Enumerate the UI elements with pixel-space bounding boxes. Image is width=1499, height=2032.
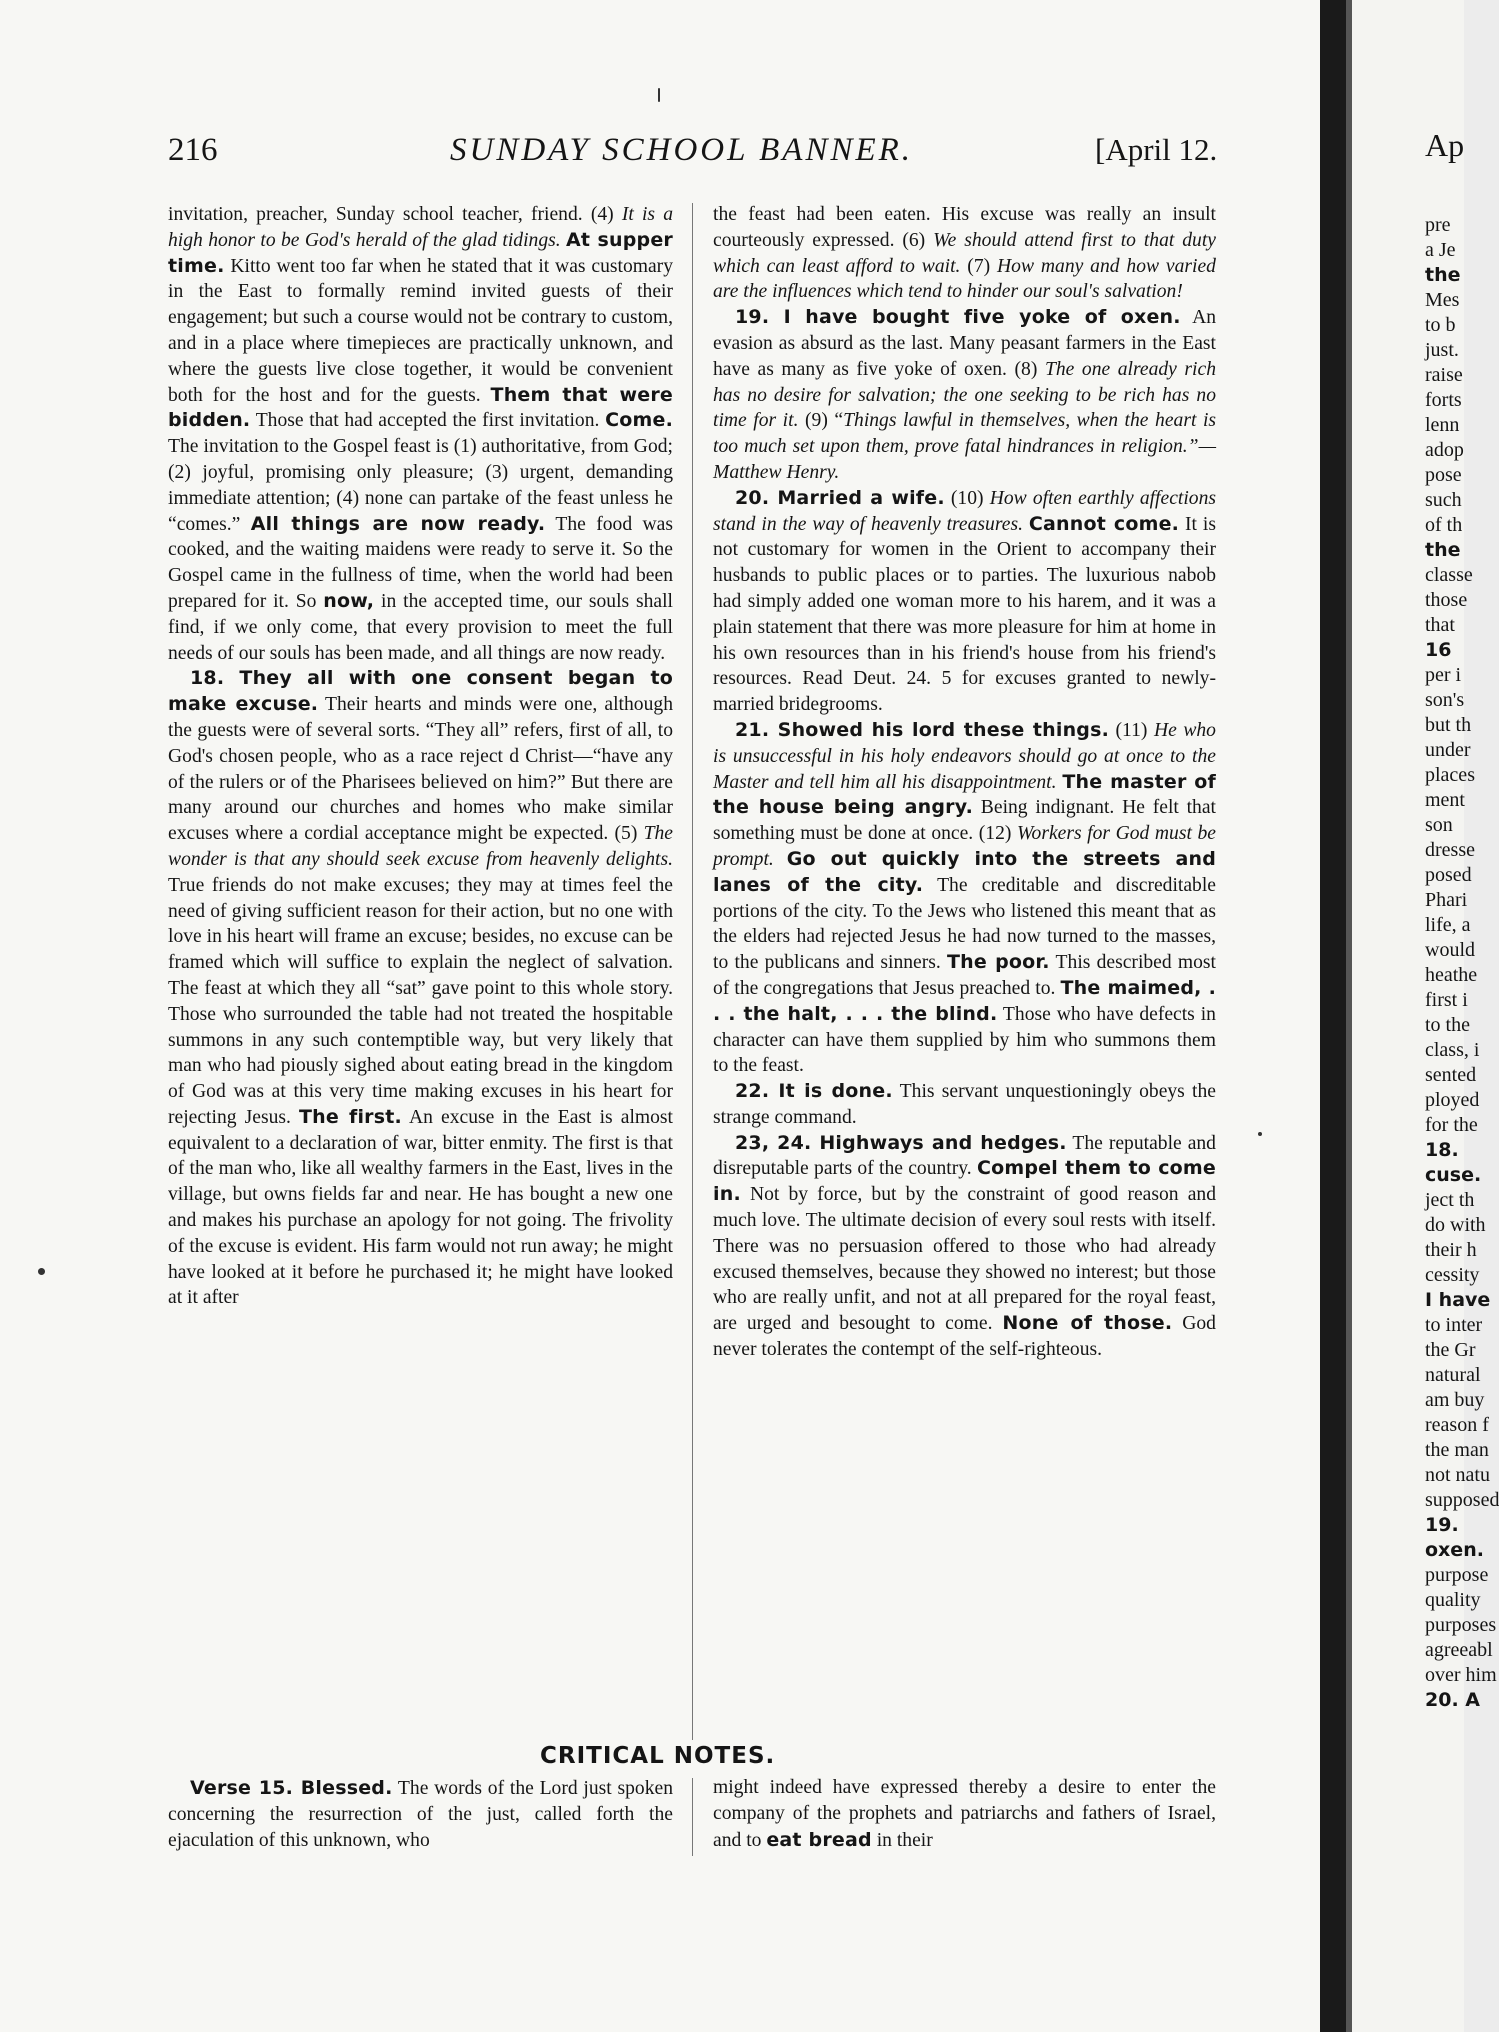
next-page-fragment: Phari	[1425, 889, 1468, 911]
paragraph: 22. It is done. This servant unquestioningly obeys the strange command.	[713, 1080, 1216, 1128]
next-page-fragment: raise	[1425, 364, 1463, 386]
next-page-fragment: to b	[1425, 314, 1456, 336]
bold-run: Come.	[605, 409, 673, 432]
next-page-fragment: the man	[1425, 1439, 1489, 1461]
next-page-fragment: but th	[1425, 714, 1472, 736]
next-page-fragment: cessity	[1425, 1264, 1480, 1286]
next-page-fragment: the	[1425, 264, 1461, 286]
next-page-fragment: do with	[1425, 1214, 1486, 1236]
paragraph: 18. They all with one consent began to make excuse. Their hearts and minds were one, although the guests were of several sorts. “They all” refers, first of all, to God's chosen people, who as a race reject d Christ—“have any of the rulers or of the Pharisees believed on him?” But there are many around our churches and homes who make similar excuses where a cordial acceptance might be expected. (5) The wonder is that any should seek excuse from heavenly delights. True friends do not make excuses; they may at times feel the need of giving sufficient reason for their action, but no one with love in his heart will frame an excuse; besides, no excuse can be framed which will suffice to explain the neglect of salvation. The feast at which they all “sat” gave point to this whole story. Those who surrounded the table had not treated the hospitable summons in any such contemptible way, but very likely that man who had piously sighed about eating bread in the kingdom of God was at this very time making excuses in his heart for rejecting Jesus. The first. An excuse in the East is almost equivalent to a declaration of war, bitter enmity. The first is that of the man who, like all wealthy farmers in the East, lives in the village, but owns fields far and near. He has bought a new one and makes his purchase an apology for not going. The frivolity of the excuse is evident. His farm would not run away; he might have looked at it before he purchased it; he might have looked at it after	[168, 667, 674, 1309]
ink-speck	[658, 88, 660, 102]
bold-run: The first.	[299, 1105, 402, 1128]
bold-run: At supper time.	[168, 228, 673, 277]
next-page-fragment: 18.	[1425, 1139, 1459, 1161]
next-page-fragment: supposed	[1425, 1489, 1499, 1511]
critical-notes-heading: CRITICAL NOTES.	[540, 1743, 776, 1769]
italic-run: How many and how varied are the influences which tend to hinder our soul's salvation!	[713, 255, 1216, 303]
next-page-fragment: 20. A	[1425, 1689, 1480, 1711]
binding-gutter	[1320, 0, 1346, 2032]
bold-run: 18. They all with one consent began to make excuse.	[168, 667, 673, 716]
italic-run: He who is unsuccessful in his holy endeavors should go at once to the Master and tell him all his disappointment.	[713, 719, 1216, 793]
next-page-fragment: to the	[1425, 1014, 1470, 1036]
next-page-fragment: forts	[1425, 389, 1462, 411]
page-date: [April 12.	[1095, 132, 1218, 167]
bold-run: Verse 15. Blessed.	[190, 1777, 393, 1799]
next-page-fragment: reason f	[1425, 1414, 1489, 1436]
next-page-fragment: classe	[1425, 564, 1473, 586]
next-page-fragment: son's	[1425, 689, 1465, 711]
next-page-fragment: son	[1425, 814, 1453, 836]
bold-run: now,	[323, 589, 375, 612]
next-page-fragment: would	[1425, 939, 1475, 961]
next-page-fragment: that	[1425, 614, 1455, 636]
bold-run: Go out quickly into the streets and lanes of the city.	[713, 847, 1216, 896]
column-rule	[692, 203, 693, 1740]
italic-run: Workers for God must be prompt.	[713, 823, 1216, 870]
next-page-fragment: Mes	[1425, 289, 1460, 311]
bold-run: Cannot come.	[1028, 512, 1180, 535]
ink-speck	[38, 1268, 45, 1275]
next-page-fragment: cuse.	[1425, 1164, 1482, 1186]
next-page-fragment: over him	[1425, 1664, 1497, 1686]
next-page-fragment: ment	[1425, 789, 1465, 811]
paragraph: the feast had been eaten. His excuse was really an insult courteously expressed. (6) We should attend first to that duty which can least afford to wait. (7) How many and how varied are the influences which tend to hinder our soul's salvation!	[713, 204, 1216, 303]
next-page-fragment: pre	[1425, 214, 1451, 236]
paragraph: 20. Married a wife. (10) How often earthly affections stand in the way of heavenly treasures. Cannot come. It is not customary for women in the Orient to accompany their husbands to public places or to parties. The luxurious nabob had simply added one woman more to his harem, and it was a plain statement that there was more pleasure for him at home in his own resources than in his friend's house from his friend's resources. Read Deut. 24. 5 for excuses granted to newly-married bridegrooms.	[713, 486, 1217, 716]
italic-run: How often earthly affections stand in the way of heavenly treasures.	[713, 487, 1217, 535]
column-rule	[692, 1778, 693, 1856]
next-page-fragment: Ap	[1425, 127, 1465, 163]
next-page-fragment: posed	[1425, 864, 1472, 886]
next-page-fragment: ject th	[1425, 1189, 1475, 1211]
next-page-fragment: heathe	[1425, 964, 1478, 986]
next-page-fragment: adop	[1425, 439, 1464, 461]
next-page-fragment: those	[1425, 589, 1468, 611]
italic-run: Things lawful in themselves, when the heart is too much set upon them, prove fatal hindrances in religion.”—Matthew Henry.	[713, 410, 1217, 483]
next-page-fragment: oxen.	[1425, 1539, 1484, 1561]
bold-run: 22. It is done.	[735, 1080, 893, 1103]
bold-run: 20. Married a wife.	[735, 486, 945, 509]
italic-run: It is a high honor to be God's herald of the glad tidings.	[168, 204, 673, 251]
next-page-fragment: not natu	[1425, 1464, 1490, 1486]
next-page-fragment: ployed	[1425, 1089, 1480, 1111]
next-page-fragment: life, a	[1425, 914, 1471, 936]
next-page-fragment: for the	[1425, 1114, 1478, 1136]
paragraph: 19. I have bought five yoke of oxen. An evasion as absurd as the last. Many peasant farmers in the East have as many as five yoke of oxen. (8) The one already rich has no desire for salvation; the one seeking to be rich has no time for it. (9) “Things lawful in themselves, when the heart is too much set upon them, prove fatal hindrances in religion.”—Matthew Henry.	[713, 306, 1217, 483]
next-page-fragment: class, i	[1425, 1039, 1480, 1061]
next-page-fragment: agreeabl	[1425, 1639, 1493, 1661]
page-number: 216	[168, 132, 218, 168]
next-page-fragment: purpose	[1425, 1564, 1489, 1586]
bold-run: All things are now ready.	[250, 512, 546, 535]
next-page-fragment: their h	[1425, 1239, 1477, 1261]
next-page-fragment: places	[1425, 764, 1475, 786]
next-page-fragment: am buy	[1425, 1389, 1485, 1411]
italic-run: We should attend first to that duty which can least afford to wait.	[713, 229, 1216, 277]
italic-run: The one already rich has no desire for salvation; the one seeking to be rich has no time for it.	[713, 358, 1216, 432]
next-page-fragment: of th	[1425, 514, 1463, 536]
bold-run: The master of the house being angry.	[713, 770, 1216, 819]
ink-speck	[1258, 1132, 1262, 1136]
next-page-fragment: to inter	[1425, 1314, 1483, 1336]
right-column	[713, 202, 1216, 1363]
next-page-fragment: I have	[1425, 1289, 1491, 1311]
paragraph: invitation, preacher, Sunday school teacher, friend. (4) It is a high honor to be God's herald of the glad tidings. At supper time. Kitto went too far when he stated that it was customary in the East to formally remind invited guests of their engagement; but such a course would not be contrary to custom, and in a place where timepieces are practically unknown, and where the guests live close together, it would be convenient both for the host and for the guests. Them that were bidden. Those that had accepted the first invitation. Come. The invitation to the Gospel feast is (1) authoritative, from God; (2) joyful, promising only pleasure; (3) urgent, demanding immediate attention; (4) none can partake of the feast unless he “comes.” All things are now ready. The food was cooked, and the waiting maidens were ready to serve it. So the Gospel came in the fullness of time, when the world had been prepared for it. So now, in the accepted time, our souls shall find, if we only come, that every provision to meet the full needs of our souls has been made, and all things are now ready.	[168, 204, 674, 664]
paragraph: 23, 24. Highways and hedges. The reputable and disreputable parts of the country. Compel them to come in. Not by force, but by the constraint of good reason and much love. The ultimate decision of every soul rests with itself. There was no persuasion offered to those who had already excused themselves, because they showed no interest; but those who are really unfit, and not at all prepared for the royal feast, are urged and besought to come. None of those. God never tolerates the contempt of the self-righteous.	[713, 1131, 1216, 1361]
next-page-fragment: quality	[1425, 1589, 1481, 1611]
bold-run: Compel them to come in.	[713, 1157, 1216, 1206]
italic-run: The wonder is that any should seek excuse from heavenly delights.	[168, 823, 673, 870]
next-page-fragment: a Je	[1425, 239, 1456, 261]
next-page-fragment: the	[1425, 539, 1461, 561]
next-page-fragment: 16	[1425, 639, 1452, 661]
next-page-fragment: purposes	[1425, 1614, 1497, 1636]
bold-run: 23, 24. Highways and hedges.	[735, 1131, 1067, 1154]
running-title: SUNDAY SCHOOL BANNER.	[450, 132, 914, 168]
next-page-fragment: under	[1425, 739, 1471, 761]
bold-run: The maimed, . . . the halt, . . . the blind.	[713, 976, 1216, 1025]
next-page-fragment: such	[1425, 489, 1462, 511]
critical-note-right: might indeed have expressed thereby a desire to enter the company of the prophets and patriarchs and fathers of Israel, and to eat bread in their	[713, 1777, 1216, 1851]
next-page-fragment: natural	[1425, 1364, 1481, 1386]
next-page-fragment: the Gr	[1425, 1339, 1476, 1361]
bold-run: 19. I have bought five yoke of oxen.	[735, 306, 1181, 329]
next-page-fragment: dresse	[1425, 839, 1475, 861]
next-page-fragment: 19.	[1425, 1514, 1459, 1536]
next-page-fragment: first i	[1425, 989, 1468, 1011]
next-page-fragment: pose	[1425, 464, 1462, 486]
bold-run: Them that were bidden.	[168, 383, 673, 432]
next-page-fragment: just.	[1425, 339, 1459, 361]
bold-run: None of those.	[1002, 1312, 1173, 1335]
next-page-fragment: lenn	[1425, 414, 1460, 436]
critical-note-left: Verse 15. Blessed. The words of the Lord just spoken concerning the resurrection of the just, called forth the ejaculation of this unknown, who	[168, 1777, 673, 1851]
bold-run: 21. Showed his lord these things.	[735, 718, 1110, 741]
next-page-fragment: sented	[1425, 1064, 1477, 1086]
bold-run: eat bread	[766, 1829, 872, 1851]
left-column	[168, 202, 673, 1311]
next-page-fragment: per i	[1425, 664, 1462, 686]
bold-run: The poor.	[947, 951, 1050, 974]
paragraph: 21. Showed his lord these things. (11) He who is unsuccessful in his holy endeavors should go at once to the Master and tell him all his disappointment. The master of the house being angry. Being indignant. He felt that something must be done at once. (12) Workers for God must be prompt. Go out quickly into the streets and lanes of the city. The creditable and discreditable portions of the city. To the Jews who listened this meant that as the elders had rejected Jesus he had now turned to the masses, to the publicans and sinners. The poor. This described most of the congregations that Jesus preached to. The maimed, . . . the halt, . . . the blind. Those who have defects in character can have them supplied by him who summons them to the feast.	[713, 718, 1216, 1077]
